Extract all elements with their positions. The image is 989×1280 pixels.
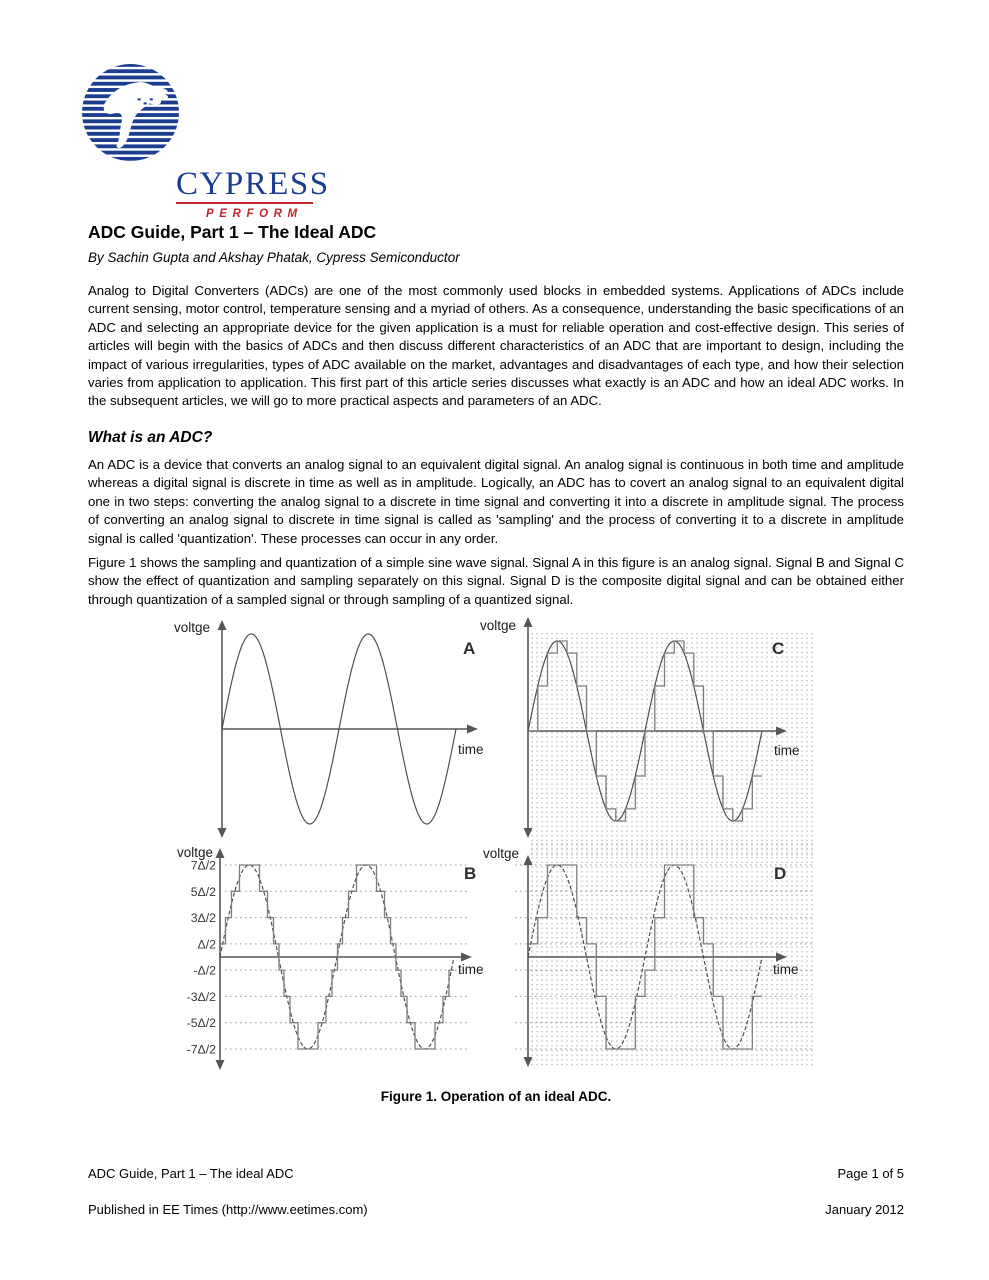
x-axis-label-b: time bbox=[458, 962, 484, 977]
ytick-5d2: 5Δ/2 bbox=[190, 884, 216, 899]
figure-panel-b bbox=[216, 848, 473, 1070]
ytick-n5d2: -5Δ/2 bbox=[186, 1016, 216, 1031]
globe-stripe bbox=[80, 144, 181, 148]
footer-row-1 bbox=[88, 1166, 904, 1181]
figure-caption: Figure 1. Operation of an ideal ADC. bbox=[380, 1089, 612, 1104]
panel-letter-a: A bbox=[463, 639, 476, 658]
globe-stripe bbox=[80, 151, 181, 155]
brand-tagline: PERFORM bbox=[206, 208, 303, 220]
y-axis-label-c: voltge bbox=[480, 618, 517, 633]
globe-speck bbox=[144, 102, 147, 104]
globe-stripe bbox=[80, 63, 181, 67]
globe-stripe bbox=[80, 76, 181, 80]
globe-stripe bbox=[80, 132, 181, 136]
axis-arrowhead-down bbox=[218, 828, 227, 838]
y-axis-label-d: voltge bbox=[483, 846, 520, 861]
paragraph-what-is-adc: An ADC is a device that converts an analog signal to an equivalent digital signal. An analog signal is continuous in both time and amplitude whereas a digital signal is discrete in time as well as in amplitude. Logically, an ADC has to covert an analog signal to an equivalent digital one in two steps: converting the analog signal to a discrete in time signal and converting it into a discrete in amplitude signal. The process of converting an analog signal to discrete in time signal is called as 'sampling' and the process of converting it to a discrete in amplitude signal is called 'quantization'. These processes can occur in any order. bbox=[88, 457, 904, 546]
cypress-logo bbox=[80, 62, 330, 220]
x-axis-label-d: time bbox=[773, 962, 799, 977]
footer-row-2 bbox=[88, 1202, 904, 1217]
panel-letter-c: C bbox=[772, 639, 785, 658]
globe-icon bbox=[80, 62, 181, 163]
y-axis-label-b: voltge bbox=[177, 845, 214, 860]
globe-stripe bbox=[80, 138, 181, 142]
x-axis-label-a: time bbox=[458, 742, 484, 757]
article-title: ADC Guide, Part 1 – The Ideal ADC bbox=[88, 222, 377, 242]
paragraph-figure-intro: Figure 1 shows the sampling and quantization of a simple sine wave signal. Signal A in this figure is an analog signal. Signal B and Signal C show the effect of quantization and sampling separately on this signal. Signal D is the composite digital signal and can be obtained either through quantization of a sampled signal or through sampling of a quantized signal. bbox=[88, 555, 904, 607]
article-byline: By Sachin Gupta and Akshay Phatak, Cypress Semiconductor bbox=[88, 250, 460, 265]
figure-panel-c bbox=[524, 617, 813, 857]
brand-rule bbox=[176, 202, 313, 204]
axis-arrowhead-right bbox=[776, 953, 787, 962]
panel-letter-d: D bbox=[774, 864, 787, 883]
axis-arrowhead-up bbox=[218, 620, 227, 630]
figure-panel-a bbox=[218, 620, 479, 838]
y-axis-label-a: voltge bbox=[174, 620, 211, 635]
ytick-nd2: -Δ/2 bbox=[193, 963, 216, 978]
footer-doc-title: ADC Guide, Part 1 – The ideal ADC bbox=[88, 1166, 294, 1181]
figure-1-chart bbox=[170, 615, 825, 1075]
panel-letter-b: B bbox=[464, 864, 477, 883]
ytick-7d2: 7Δ/2 bbox=[190, 858, 216, 873]
globe-speck bbox=[138, 98, 141, 100]
paragraph-intro: Analog to Digital Converters (ADCs) are one of the most commonly used blocks in embedded systems. Applications of ADCs include current sensing, motor control, temperature sensing and a myriad of others. As a consequence, understanding the basic specifications of an ADC and selecting an appropriate device for the given application is a must for reliable operation and cost-effective design. This series of articles will begin with the basics of ADCs and then discuss different characteristics of an ADC that are important to design, including the impact of various irregularities, types of ADC available on the market, advantages and disadvantages of each type, and how their selection varies from application to application. This first part of this article series discusses what exactly is an ADC and how an ideal ADC works. In the subsequent articles, we will go to more practical aspects and parameters of an ADC. bbox=[88, 283, 904, 409]
section-heading: What is an ADC? bbox=[88, 429, 213, 446]
footer-published: Published in EE Times (http://www.eetimes.com) bbox=[88, 1202, 368, 1217]
axis-arrowhead-right bbox=[461, 953, 472, 962]
globe-speck bbox=[150, 98, 153, 100]
axis-arrowhead-up bbox=[524, 617, 533, 627]
x-axis-label-c: time bbox=[774, 743, 800, 758]
globe-stripe bbox=[80, 157, 181, 161]
axis-arrowhead-down bbox=[524, 1057, 533, 1067]
axis-arrowhead-right bbox=[467, 725, 478, 734]
footer-page-number: Page 1 of 5 bbox=[837, 1166, 904, 1181]
figure-panel-d bbox=[515, 843, 814, 1067]
footer-date: January 2012 bbox=[825, 1202, 904, 1217]
axis-arrowhead-up bbox=[524, 855, 533, 865]
ytick-3d2: 3Δ/2 bbox=[190, 911, 216, 926]
axis-arrowhead-up bbox=[216, 848, 225, 858]
axis-arrowhead-down bbox=[524, 828, 533, 838]
globe-stripe bbox=[80, 69, 181, 73]
brand-text: CYPRESS bbox=[176, 166, 330, 202]
ytick-d2: Δ/2 bbox=[197, 937, 216, 952]
ytick-n3d2: -3Δ/2 bbox=[186, 989, 216, 1004]
axis-arrowhead-down bbox=[216, 1060, 225, 1070]
ytick-n7d2: -7Δ/2 bbox=[186, 1042, 216, 1057]
